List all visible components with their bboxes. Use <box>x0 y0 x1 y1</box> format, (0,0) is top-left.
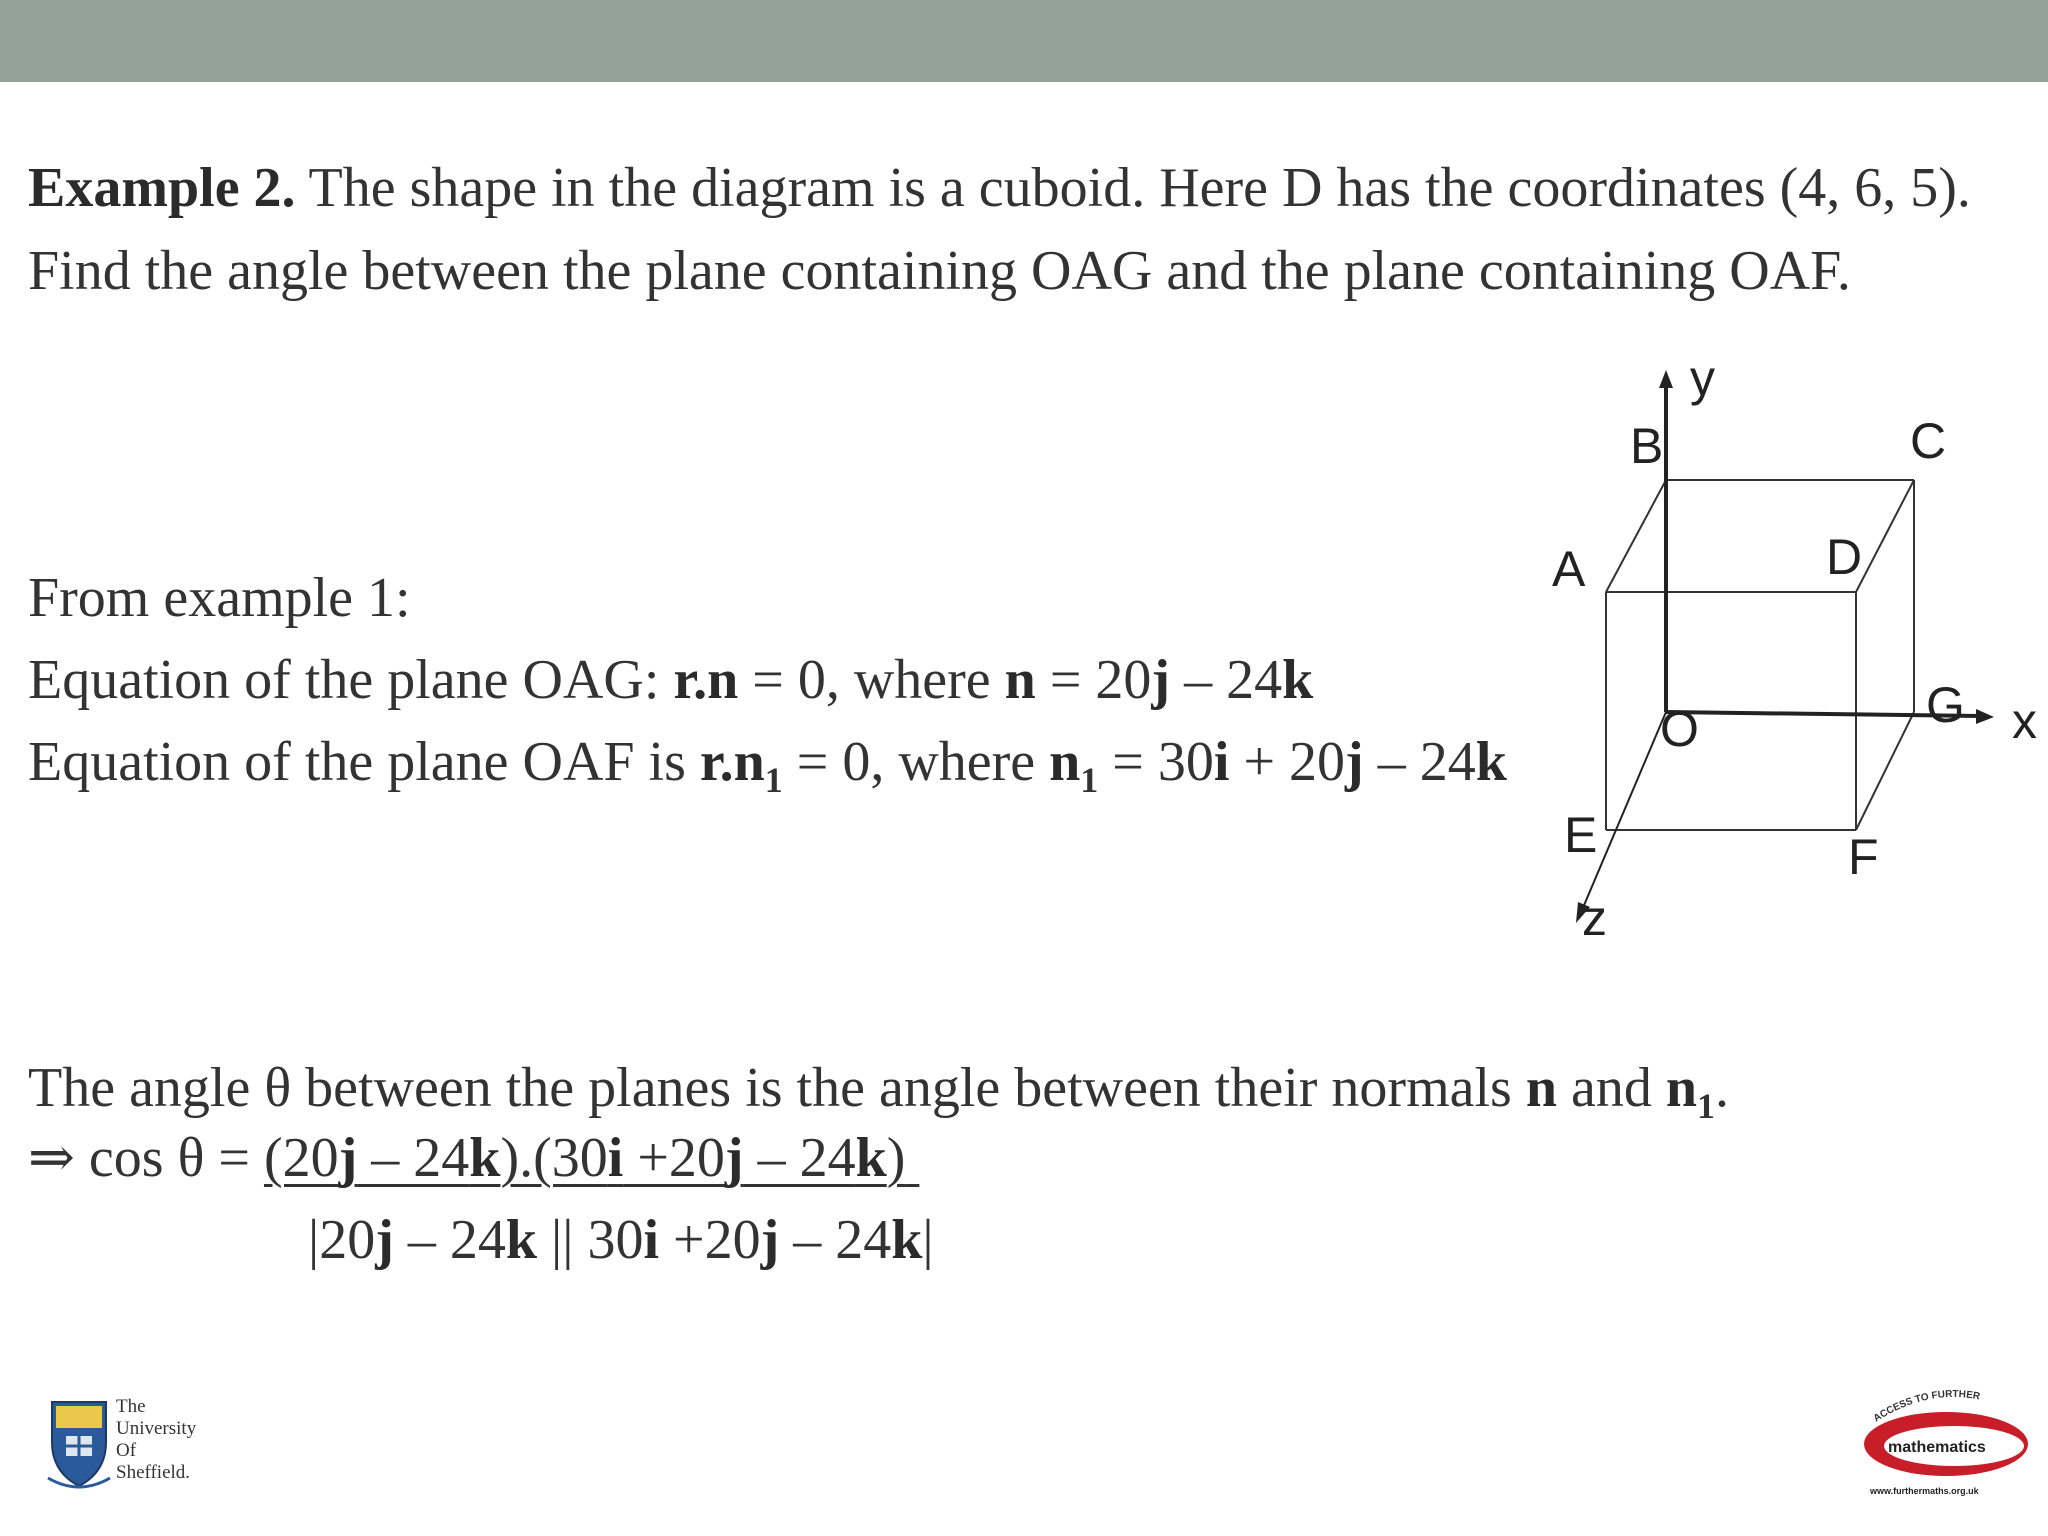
svg-text:www.furthermaths.org.uk: www.furthermaths.org.uk <box>1870 1486 1979 1496</box>
cos-formula: ⇒ cos θ = (20j – 24k).(30i +20j – 24k) <box>28 1130 919 1186</box>
header-bar <box>0 0 2048 82</box>
label-e: E <box>1564 807 1598 863</box>
edge-ba <box>1606 480 1666 592</box>
from-example-heading: From example 1: <box>28 567 411 629</box>
svg-text:Of: Of <box>116 1440 137 1461</box>
y-arrowhead <box>1659 370 1673 388</box>
svg-text:The: The <box>116 1396 146 1417</box>
university-of-sheffield-logo <box>44 1390 204 1500</box>
fraction-numerator: (20j – 24k).(30i +20j – 24k) <box>263 1127 906 1189</box>
label-c: C <box>1910 413 1947 469</box>
label-b: B <box>1630 418 1664 474</box>
x-arrowhead <box>1976 709 1994 724</box>
equation-oag: Equation of the plane OAG: r.n = 0, where n = 20j – 24k <box>28 649 1314 711</box>
svg-text:mathematics: mathematics <box>1888 1439 1986 1456</box>
label-o: O <box>1660 701 1699 757</box>
label-y: y <box>1690 360 1715 406</box>
svg-text:ACCESS TO FURTHER: ACCESS TO FURTHER <box>1871 1388 1981 1425</box>
label-f: F <box>1848 829 1879 885</box>
access-to-further-mathematics-logo <box>1858 1382 2038 1502</box>
label-d: D <box>1826 529 1863 585</box>
title-line-2: Find the angle between the plane containing OAG and the plane containing OAF. <box>28 240 1851 302</box>
svg-text:Sheffield.: Sheffield. <box>116 1462 191 1483</box>
title-line-1 <box>28 157 1971 219</box>
edge-gf <box>1856 712 1914 830</box>
fraction-denominator: |20j – 24k || 30i +20j – 24k| <box>308 1209 934 1271</box>
cuboid-diagram <box>1530 360 2048 960</box>
angle-statement: The angle θ between the planes is the angle between their normals n and $n_1$. <box>28 1057 1730 1126</box>
label-g: G <box>1926 677 1965 733</box>
example-label: Example 2. <box>28 157 296 219</box>
svg-text:University: University <box>116 1418 197 1439</box>
label-x: x <box>2012 693 2037 749</box>
equation-oaf: Equation of the plane OAF is $r.n_1 = 0$, where $n_1 = 30i + 20j - 24k$ <box>28 731 1507 800</box>
edge-cd <box>1856 480 1914 592</box>
label-z: z <box>1582 890 1607 946</box>
label-a: A <box>1552 541 1586 597</box>
title-text-1: The shape in the diagram is a cuboid. Here D has the coordinates (4, 6, 5). <box>295 157 1971 219</box>
